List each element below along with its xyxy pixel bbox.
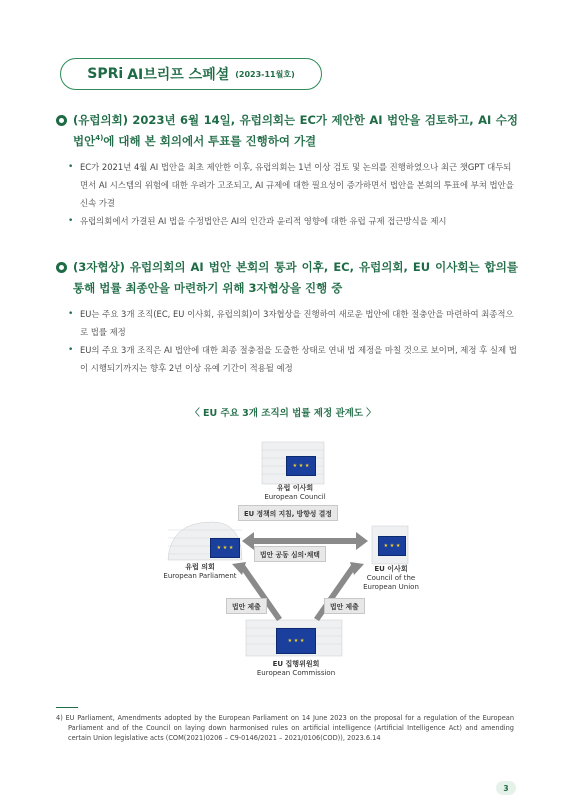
- list-item: • EU의 주요 3개 조직은 AI 법안에 대한 최종 절충점을 도출한 상태로 연내 법 제정을 마칠 것으로 보이며, 제정 후 실제 법이 시행되기까지는 향후 2년 이상 유예 기간이 적용될 예정: [68, 341, 518, 377]
- tag-codecision: 법안 공동 심의·채택: [254, 546, 326, 562]
- eu-flag-icon: ★ ★ ★: [276, 628, 316, 654]
- header-title: AI브리프 스페셜: [127, 67, 230, 83]
- european-commission-label: EU 집행위원회 European Commission: [256, 660, 336, 677]
- footnote-ref[interactable]: 4): [95, 134, 104, 143]
- eu-flag-icon: ★ ★ ★: [378, 536, 406, 556]
- tag-submit-right: 법안 제출: [324, 598, 365, 614]
- tag-policy-direction: EU 정책의 지침, 방향성 결정: [238, 505, 338, 521]
- european-parliament-label: 유럽 의회 European Parliament: [163, 563, 237, 580]
- page-number: 3: [496, 781, 516, 795]
- european-council-label: 유럽 이사회 European Council: [264, 484, 326, 501]
- eu-flag-icon: ★ ★ ★: [210, 538, 240, 558]
- eu-institutions-diagram: [150, 430, 440, 690]
- section-european-parliament: [56, 110, 518, 230]
- eu-flag-icon: ★ ★ ★: [286, 456, 316, 476]
- section-heading: [56, 257, 518, 299]
- heading-text: (3자협상) 유럽의회의 AI 법안 본회의 통과 이후, EC, 유럽의회, EU 이사회는 합의를 통해 법률 최종안을 마련하기 위해 3자협상을 진행 중: [73, 260, 518, 295]
- heading-text-pre: (유럽의회) 2023년 6월 14일, 유럽의회는 EC가 제안한 AI 법안을 검토하고, AI 수정법안: [73, 113, 518, 148]
- brand-name: SPRi: [87, 66, 124, 82]
- list-item: • EU는 주요 3개 조직(EC, EU 이사회, 유럽의회)이 3자협상을 진행하여 새로운 법안에 대한 절충안을 마련하여 최종적으로 법률 제정: [68, 305, 518, 341]
- diagram-title: 〈 EU 주요 3개 조직의 법률 제정 관계도 〉: [190, 408, 376, 419]
- header-title-pill: [60, 58, 322, 90]
- council-of-eu-label: EU 이사회 Council of the European Union: [363, 565, 419, 591]
- tag-submit-left: 법안 제출: [226, 598, 267, 614]
- issue-date: (2023-11월호): [235, 69, 295, 79]
- bullet-list: [56, 158, 518, 230]
- section-trilogue: [56, 257, 518, 377]
- circle-bullet-icon: [56, 115, 67, 126]
- section-heading: [56, 110, 518, 152]
- list-item: • EC가 2021년 4월 AI 법안을 최초 제안한 이후, 유럽의회는 1년 이상 검토 및 논의를 진행하였으나 최근 챗GPT 대두되면서 AI 시스템의 위험에 대한 우려가 고조되고, AI 규제에 대한 필요성이 증가하면서 법안을 본회의 투표에 부쳐 법안을 신속 가결: [68, 158, 518, 212]
- heading-text-post: 에 대해 본 회의에서 투표를 진행하여 가결: [103, 134, 317, 148]
- list-item: • 유럽의회에서 가결된 AI 법을 수정법안은 AI의 인간과 윤리적 영향에 대한 유럽 규제 접근방식을 제시: [68, 212, 518, 230]
- footnote: 4) EU Parliament, Amendments adopted by the European Parliament on 14 June 2023 on the proposal for a regulation of the European Parliament and of the Council on laying down harmonised rules on artificial intelligence (Artificial Intelligence Act) and amending certain Union legislative acts (COM(2021)0206 – C9-0146/2021 – 2021/0106(COD)), 2023.6.14: [56, 714, 514, 742]
- circle-bullet-icon: [56, 262, 67, 273]
- bullet-list: [56, 305, 518, 377]
- footnote-divider: [56, 707, 78, 708]
